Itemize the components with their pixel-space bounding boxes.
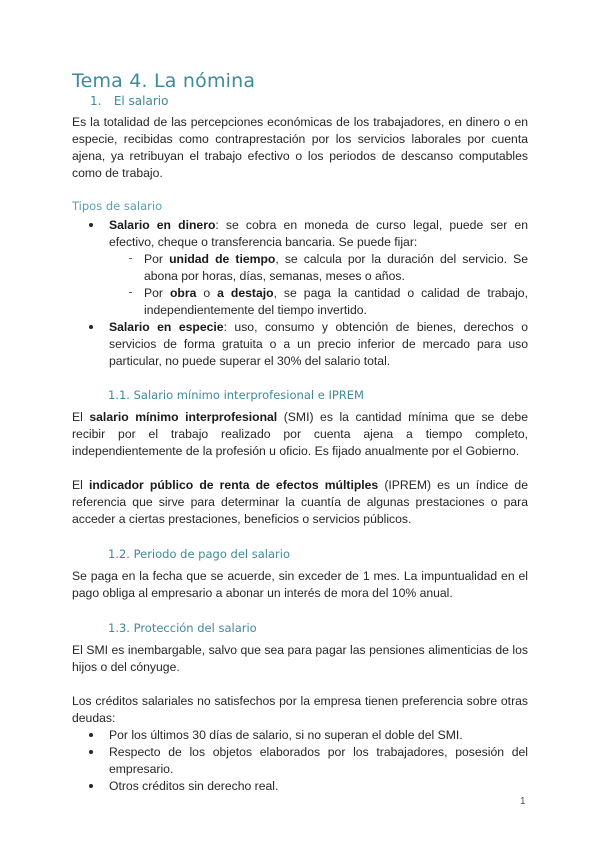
- sub-pre: Por: [144, 286, 170, 300]
- list-item: [72, 744, 528, 778]
- term-unidad-tiempo: unidad de tiempo: [169, 252, 276, 266]
- section-heading-salario: [72, 94, 528, 108]
- proteccion-paragraph-1: El SMI es inembargable, salvo que sea para pagar las pensiones alimenticias de los hijos o del cónyuge.: [72, 643, 528, 674]
- tipos-heading: Tipos de salario: [72, 199, 163, 213]
- list-item-text: Respecto de los objetos elaborados por los trabajadores, posesión del empresario.: [109, 745, 528, 776]
- intro-paragraph: Es la totalidad de las percepciones económicas de los trabajadores, en dinero o en especie, recibidas como contraprestación por los servicios laborales por cuenta ajena, ya retribuyan el trabajo efectivo o los periodos de descanso computables como de trabajo.: [72, 115, 528, 180]
- bullet-icon: [89, 784, 93, 788]
- sublist-item-unidad-tiempo: [109, 251, 528, 285]
- bullet-icon: [89, 325, 93, 329]
- obra-destajo-text: , se paga la cantidad o calidad de trabajo, independientemente del tiempo invertido.: [144, 286, 528, 317]
- bullet-icon: [89, 223, 93, 227]
- list-item: [72, 727, 528, 744]
- list-item: [72, 778, 528, 795]
- document-page: [72, 70, 528, 795]
- term-a-destajo: a destajo: [217, 286, 274, 300]
- sublist-item-obra-destajo: [109, 285, 528, 319]
- proteccion-paragraph-2: Los créditos salariales no satisfechos por la empresa tienen preferencia sobre otras deudas:: [72, 694, 528, 725]
- page-number: 1: [520, 796, 526, 807]
- tipos-list: [72, 217, 528, 370]
- list-item-salario-dinero: [72, 217, 528, 319]
- term-smi: salario mínimo interprofesional: [89, 410, 278, 424]
- bullet-icon: [89, 750, 93, 754]
- subsection-heading-proteccion: 1.3. Protección del salario: [108, 621, 257, 635]
- smi-text: (SMI) es la cantidad mínima que se debe recibir por el trabajo realizado por cuenta ajena a tiempo completo, independientemente de la profesión u oficio. Es fijado anualmente por el Gobierno.: [72, 410, 528, 458]
- smi-paragraph: [72, 409, 528, 460]
- periodo-pago-paragraph: Se paga en la fecha que se acuerde, sin exceder de 1 mes. La impuntualidad en el pago obliga al empresario a abonar un interés de mora del 10% anual.: [72, 569, 528, 600]
- dash-bullet-icon: [129, 292, 132, 293]
- salario-especie-text: : uso, consumo y obtención de bienes, derechos o servicios de forma gratuita o a un precio inferior de mercado para uso particular, no puede superar el 30% del salario total.: [109, 320, 528, 368]
- term-iprem: indicador público de renta de efectos múltiples: [88, 478, 379, 492]
- section-title: El salario: [113, 94, 169, 108]
- dash-bullet-icon: [129, 258, 132, 259]
- creditos-list: [72, 727, 528, 795]
- list-item-text: Por los últimos 30 días de salario, si no superan el doble del SMI.: [109, 728, 463, 742]
- bullet-icon: [89, 733, 93, 737]
- salario-dinero-text: : se cobra en moneda de curso legal, puede ser en efectivo, cheque o transferencia bancaria. Se puede fijar:: [109, 218, 528, 249]
- document-title: Tema 4. La nómina: [72, 70, 256, 92]
- subsection-heading-smi-iprem: 1.1. Salario mínimo interprofesional e IPREM: [108, 388, 364, 402]
- sub-mid: o: [196, 286, 218, 300]
- section-number: 1.: [90, 94, 102, 108]
- salario-dinero-sublist: [109, 251, 528, 319]
- unidad-tiempo-text: , se calcula por la duración del servicio. Se abona por horas, días, semanas, meses o años.: [144, 252, 528, 283]
- list-item-salario-especie: [72, 319, 528, 370]
- term-obra: obra: [169, 286, 197, 300]
- term-salario-especie: Salario en especie: [109, 320, 224, 334]
- iprem-paragraph: [72, 477, 528, 528]
- iprem-text: (IPREM) es un índice de referencia que sirve para determinar la cuantía de algunas prestaciones o para acceder a ciertas prestaciones, beneficios o servicios públicos.: [72, 478, 528, 526]
- list-item-text: Otros créditos sin derecho real.: [109, 779, 279, 793]
- sub-pre: Por: [144, 252, 170, 266]
- term-salario-dinero: Salario en dinero: [109, 218, 216, 232]
- p-pre: El: [72, 478, 89, 492]
- p-pre: El: [72, 410, 90, 424]
- subsection-heading-periodo-pago: 1.2. Periodo de pago del salario: [108, 547, 290, 561]
